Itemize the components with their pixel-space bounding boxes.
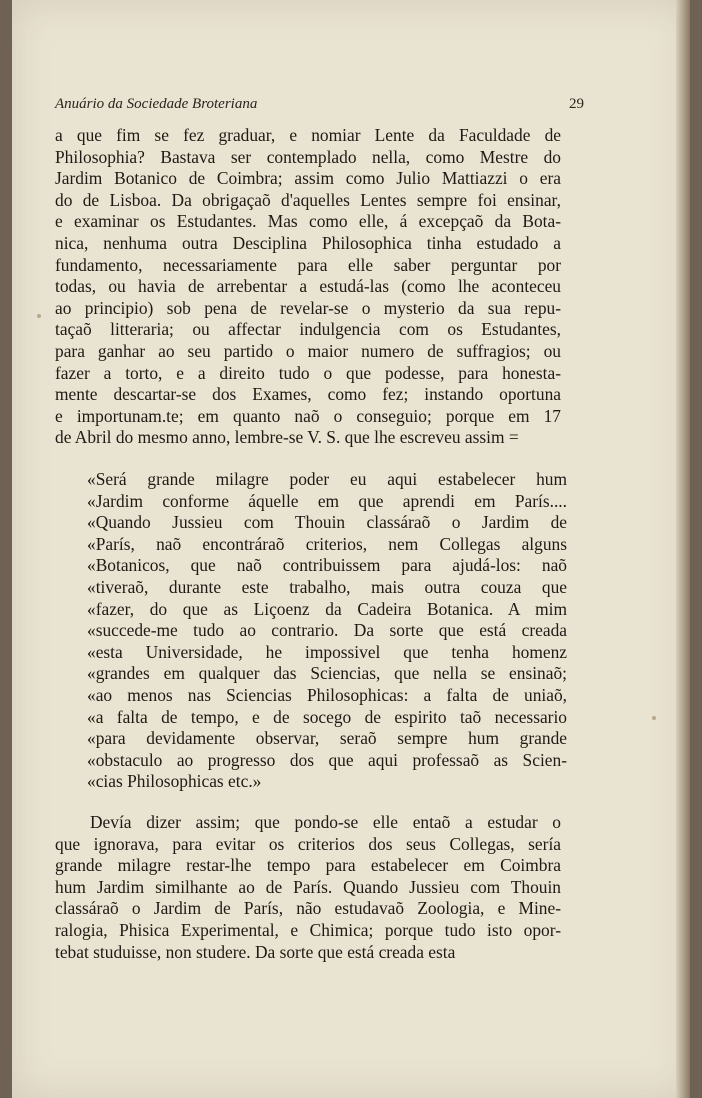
quote-line: «Botanicos, que naõ contribuissem para ajudá-los: naõ — [87, 555, 567, 576]
quote-line: «fazer, do que as Liçoenz da Cadeira Botanica. A mim — [87, 598, 567, 619]
text-line: ralogia, Phisica Experimental, e Chimica; porque tudo isto opor- — [55, 919, 561, 940]
text-line: grande milagre restar-lhe tempo para estabelecer em Coimbra — [55, 855, 561, 876]
text-line: hum Jardim similhante ao de París. Quando Jussieu com Thouin — [55, 876, 561, 897]
quote-line: «succede-me tudo ao contrario. Da sorte que está creada — [87, 620, 567, 641]
quote-line: «obstaculo ao progresso dos que aqui professaõ as Scien- — [87, 749, 567, 770]
text-line: nica, nenhuma outra Desciplina Philosophica tinha estudado a — [55, 232, 561, 253]
text-line: Jardim Botanico de Coimbra; assim como Julio Mattiazzi o era — [55, 168, 561, 189]
quote-line: «cias Philosophicas etc.» — [87, 771, 262, 792]
quoted-letter — [87, 469, 567, 793]
text-line: tebat studuisse, non studere. Da sorte que está creada esta — [55, 941, 456, 962]
paragraph-1 — [55, 125, 561, 449]
text-line: taçaõ litteraria; ou affectar indulgencia com os Estudantes, — [55, 319, 561, 340]
text-line: fazer a torto, e a direito tudo o que podesse, para honesta- — [55, 362, 561, 383]
quote-line: «a falta de tempo, e de socego de espirito taõ necessario — [87, 706, 567, 727]
page-header — [55, 96, 584, 118]
quote-line: «esta Universidade, he impossivel que tenha homenz — [87, 641, 567, 662]
text-line: ao principio) sob pena de revelar-se o mysterio da sua repu- — [55, 297, 561, 318]
text-line: mente descartar-se dos Exames, como fez; instando oportuna — [55, 384, 561, 405]
text-line: fundamento, necessariamente para elle saber perguntar por — [55, 254, 561, 275]
quote-line: «grandes em qualquer das Sciencias, que nella se ensinaõ; — [87, 663, 567, 684]
page-number: 29 — [569, 96, 584, 112]
running-title: Anuário da Sociedade Broteriana — [55, 96, 258, 112]
quote-line: «Jardim conforme áquelle em que aprendi em París.... — [87, 490, 567, 511]
quote-line: «Será grande milagre poder eu aqui estabelecer hum — [87, 469, 567, 489]
text-line: classáraõ o Jardim de París, não estudavaõ Zoologia, e Mine- — [55, 898, 561, 919]
quote-line: «Quando Jussieu com Thouin classáraõ o Jardim de — [87, 512, 567, 533]
quote-line: «para devidamente observar, seraõ sempre hum grande — [87, 728, 567, 749]
paper-speck — [37, 314, 41, 318]
text-line: de Abril do mesmo anno, lembre-se V. S. que lhe escreveu assim = — [55, 427, 519, 448]
text-line: do de Lisboa. Da obrigaçaõ d'aquelles Lentes sempre foi ensinar, — [55, 189, 561, 210]
page-spine-shadow — [676, 0, 690, 1098]
text-line: para ganhar ao seu partido o maior numero de suffragios; ou — [55, 340, 561, 361]
text-line: Philosophia? Bastava ser contemplado nella, como Mestre do — [55, 146, 561, 167]
paragraph-3 — [55, 812, 561, 963]
text-line: que ignorava, para evitar os criterios dos seus Collegas, sería — [55, 833, 561, 854]
quote-line: «ao menos nas Sciencias Philosophicas: a falta de uniaõ, — [87, 684, 567, 705]
text-line: Devía dizer assim; que pondo-se elle entaõ a estudar o — [90, 812, 561, 832]
text-line: todas, ou havia de arrebentar a estudá-las (como lhe aconteceu — [55, 276, 561, 297]
quote-line: «París, naõ encontráraõ criterios, nem Collegas alguns — [87, 533, 567, 554]
quote-line: «tiveraõ, durante este trabalho, mais outra couza que — [87, 576, 567, 597]
text-line: e examinar os Estudantes. Mas como elle, á excepçaõ da Bota- — [55, 211, 561, 232]
text-line: e importunam.te; em quanto naõ o conseguio; porque em 17 — [55, 405, 561, 426]
text-line: a que fim se fez graduar, e nomiar Lente da Faculdade de — [55, 125, 561, 145]
paper-speck — [652, 716, 656, 720]
